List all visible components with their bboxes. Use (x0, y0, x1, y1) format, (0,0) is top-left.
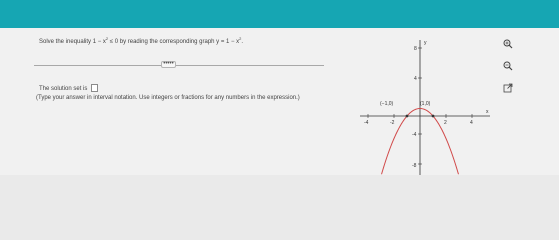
question-prefix: Solve the inequality 1 − x (39, 39, 106, 45)
x-tick-label: 4 (470, 120, 473, 126)
x-tick-label: 2 (444, 120, 447, 126)
point-label-left: (−1,0) (380, 101, 394, 107)
popout-icon[interactable] (503, 83, 513, 93)
y-tick-label: -8 (412, 163, 417, 169)
solution-line (39, 84, 98, 92)
y-tick-label: 8 (414, 46, 417, 52)
section-divider (34, 65, 324, 66)
top-header-bar (0, 0, 559, 28)
instruction-text: (Type your answer in interval notation. Use integers or fractions for any numbers in the expression.) (36, 95, 300, 101)
x-tick-label: -2 (390, 120, 395, 126)
exponent-2: 2 (239, 36, 242, 41)
question-suffix: . (241, 39, 244, 45)
y-tick-label: -4 (412, 132, 417, 138)
intercept-point-right (432, 115, 435, 118)
point-label-right: (1,0) (420, 101, 431, 107)
zoom-in-icon[interactable] (503, 39, 513, 49)
y-axis-label: y (424, 40, 427, 46)
exponent-1: 2 (105, 36, 109, 41)
expand-more-button[interactable]: ••••• (161, 61, 176, 68)
x-axis-label: x (486, 109, 489, 115)
zoom-out-icon[interactable] (503, 61, 513, 71)
intercept-point-left (406, 115, 409, 118)
question-text (39, 36, 243, 45)
x-tick-label: -4 (364, 120, 369, 126)
question-middle: ≤ 0 by reading the corresponding graph y = 1 − x (108, 39, 240, 45)
y-tick-label: 4 (414, 76, 417, 82)
answer-input[interactable] (91, 84, 98, 92)
parabola-graph (360, 36, 496, 175)
solution-label: The solution set is (39, 86, 88, 92)
